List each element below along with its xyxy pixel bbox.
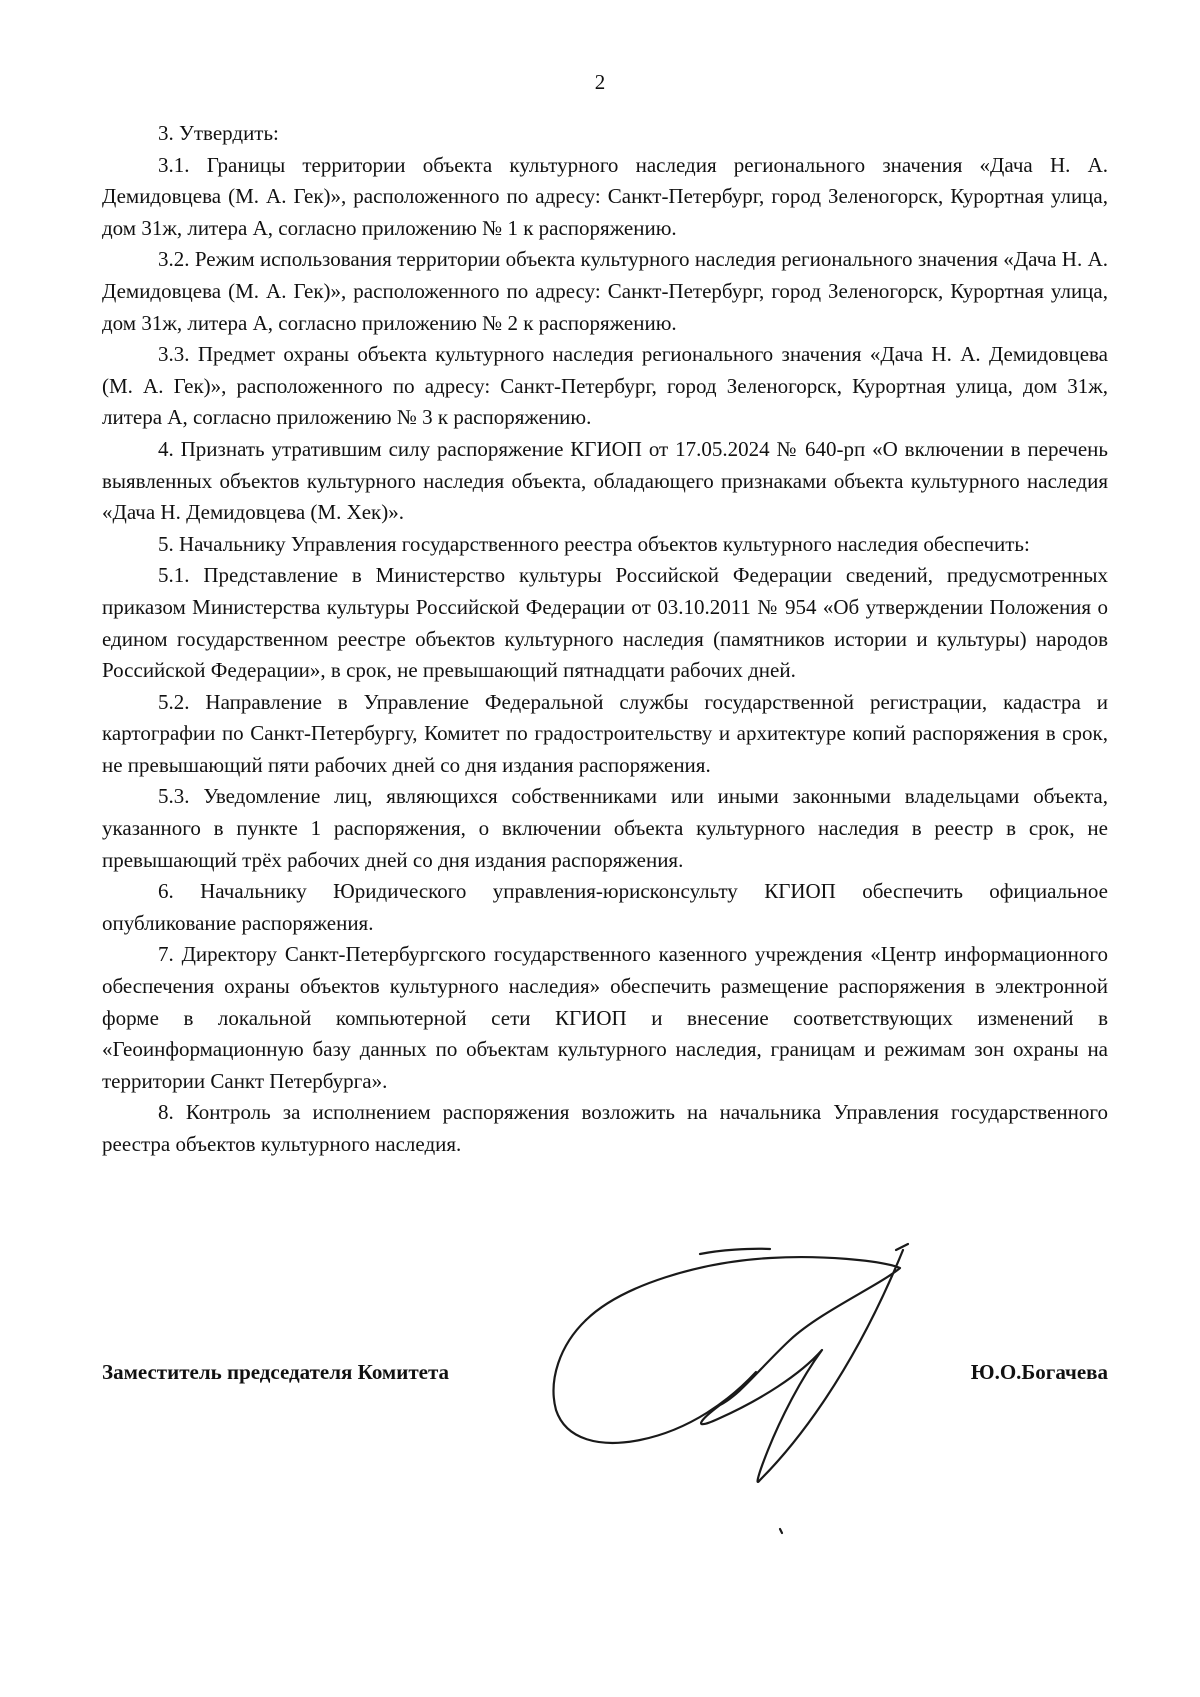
paragraph-5-3: 5.3. Уведомление лиц, являющихся собственниками или иными законными владельцами объекта, указанного в пункте 1 распоряжения, о включении объекта культурного наследия в реестр в срок, не превышающий трёх рабочих дней со дня издания распоряжения. <box>102 784 1108 872</box>
signer-position: Заместитель председателя Комитета <box>102 1360 450 1384</box>
paragraph-5-2: 5.2. Направление в Управление Федеральной службы государственной регистрации, кадастра и картографии по Санкт-Петербургу, Комитет по градостроительству и архитектуре копий распоряжения в срок, не превышающий пяти рабочих дней со дня издания распоряжения. <box>102 689 1108 777</box>
signer-name: Ю.О.Богачева <box>970 1360 1108 1384</box>
paragraph-8: 8. Контроль за исполнением распоряжения возложить на начальника Управления государственного реестра объектов культурного наследия. <box>102 1100 1108 1156</box>
paragraph-5: 5. Начальнику Управления государственного реестра объектов культурного наследия обеспечить: <box>158 531 1030 556</box>
paragraph-3-3: 3.3. Предмет охраны объекта культурного наследия регионального значения «Дача Н. А. Демидовцева (М. А. Гек)», расположенного по адресу: Санкт-Петербург, город Зеленогорск, Курортная улица, дом 31ж, литера А, согласно приложению № 3 к распоряжению. <box>102 342 1108 430</box>
paragraph-3-1: 3.1. Границы территории объекта культурного наследия регионального значения «Дача Н. А. Демидовцева (М. А. Гек)», расположенного по адресу: Санкт-Петербург, город Зеленогорск, Курортная улица, дом 31ж, литера А, согласно приложению № 1 к распоряжению. <box>102 152 1108 240</box>
document-body <box>102 118 1108 1161</box>
paragraph-6: 6. Начальнику Юридического управления-юрисконсульту КГИОП обеспечить официальное опубликование распоряжения. <box>102 879 1108 935</box>
paragraph-7: 7. Директору Санкт-Петербургского государственного казенного учреждения «Центр информационного обеспечения охраны объектов культурного наследия» обеспечить размещение распоряжения в электронной форме в локальной компьютерной сети КГИОП и внесение соответствующих изменений в «Геоинформационную базу данных по объектам культурного наследия, границам и режимам зон охраны на территории Санкт Петербурга». <box>102 942 1108 1093</box>
paragraph-4: 4. Признать утратившим силу распоряжение КГИОП от 17.05.2024 № 640-рп «О включении в перечень выявленных объектов культурного наследия объекта, обладающего признаками объекта культурного наследия «Дача Н. Демидовцева (М. Хек)». <box>102 436 1108 525</box>
paragraph-3: 3. Утвердить: <box>158 121 279 145</box>
page-number: 2 <box>594 70 606 94</box>
paragraph-5-1: 5.1. Представление в Министерство культуры Российской Федерации сведений, предусмотренных приказом Министерства культуры Российской Федерации от 03.10.2011 № 954 «Об утверждении Положения о едином государственном реестре объектов культурного наследия (памятников истории и культуры) народов Российской Федерации», в срок, не превышающий пятнадцати рабочих дней. <box>102 563 1108 683</box>
paragraph-3-2: 3.2. Режим использования территории объекта культурного наследия регионального значения «Дача Н. А. Демидовцева (М. А. Гек)», расположенного по адресу: Санкт-Петербург, город Зеленогорск, Курортная улица, дом 31ж, литера А, согласно приложению № 2 к распоряжению. <box>102 247 1108 335</box>
